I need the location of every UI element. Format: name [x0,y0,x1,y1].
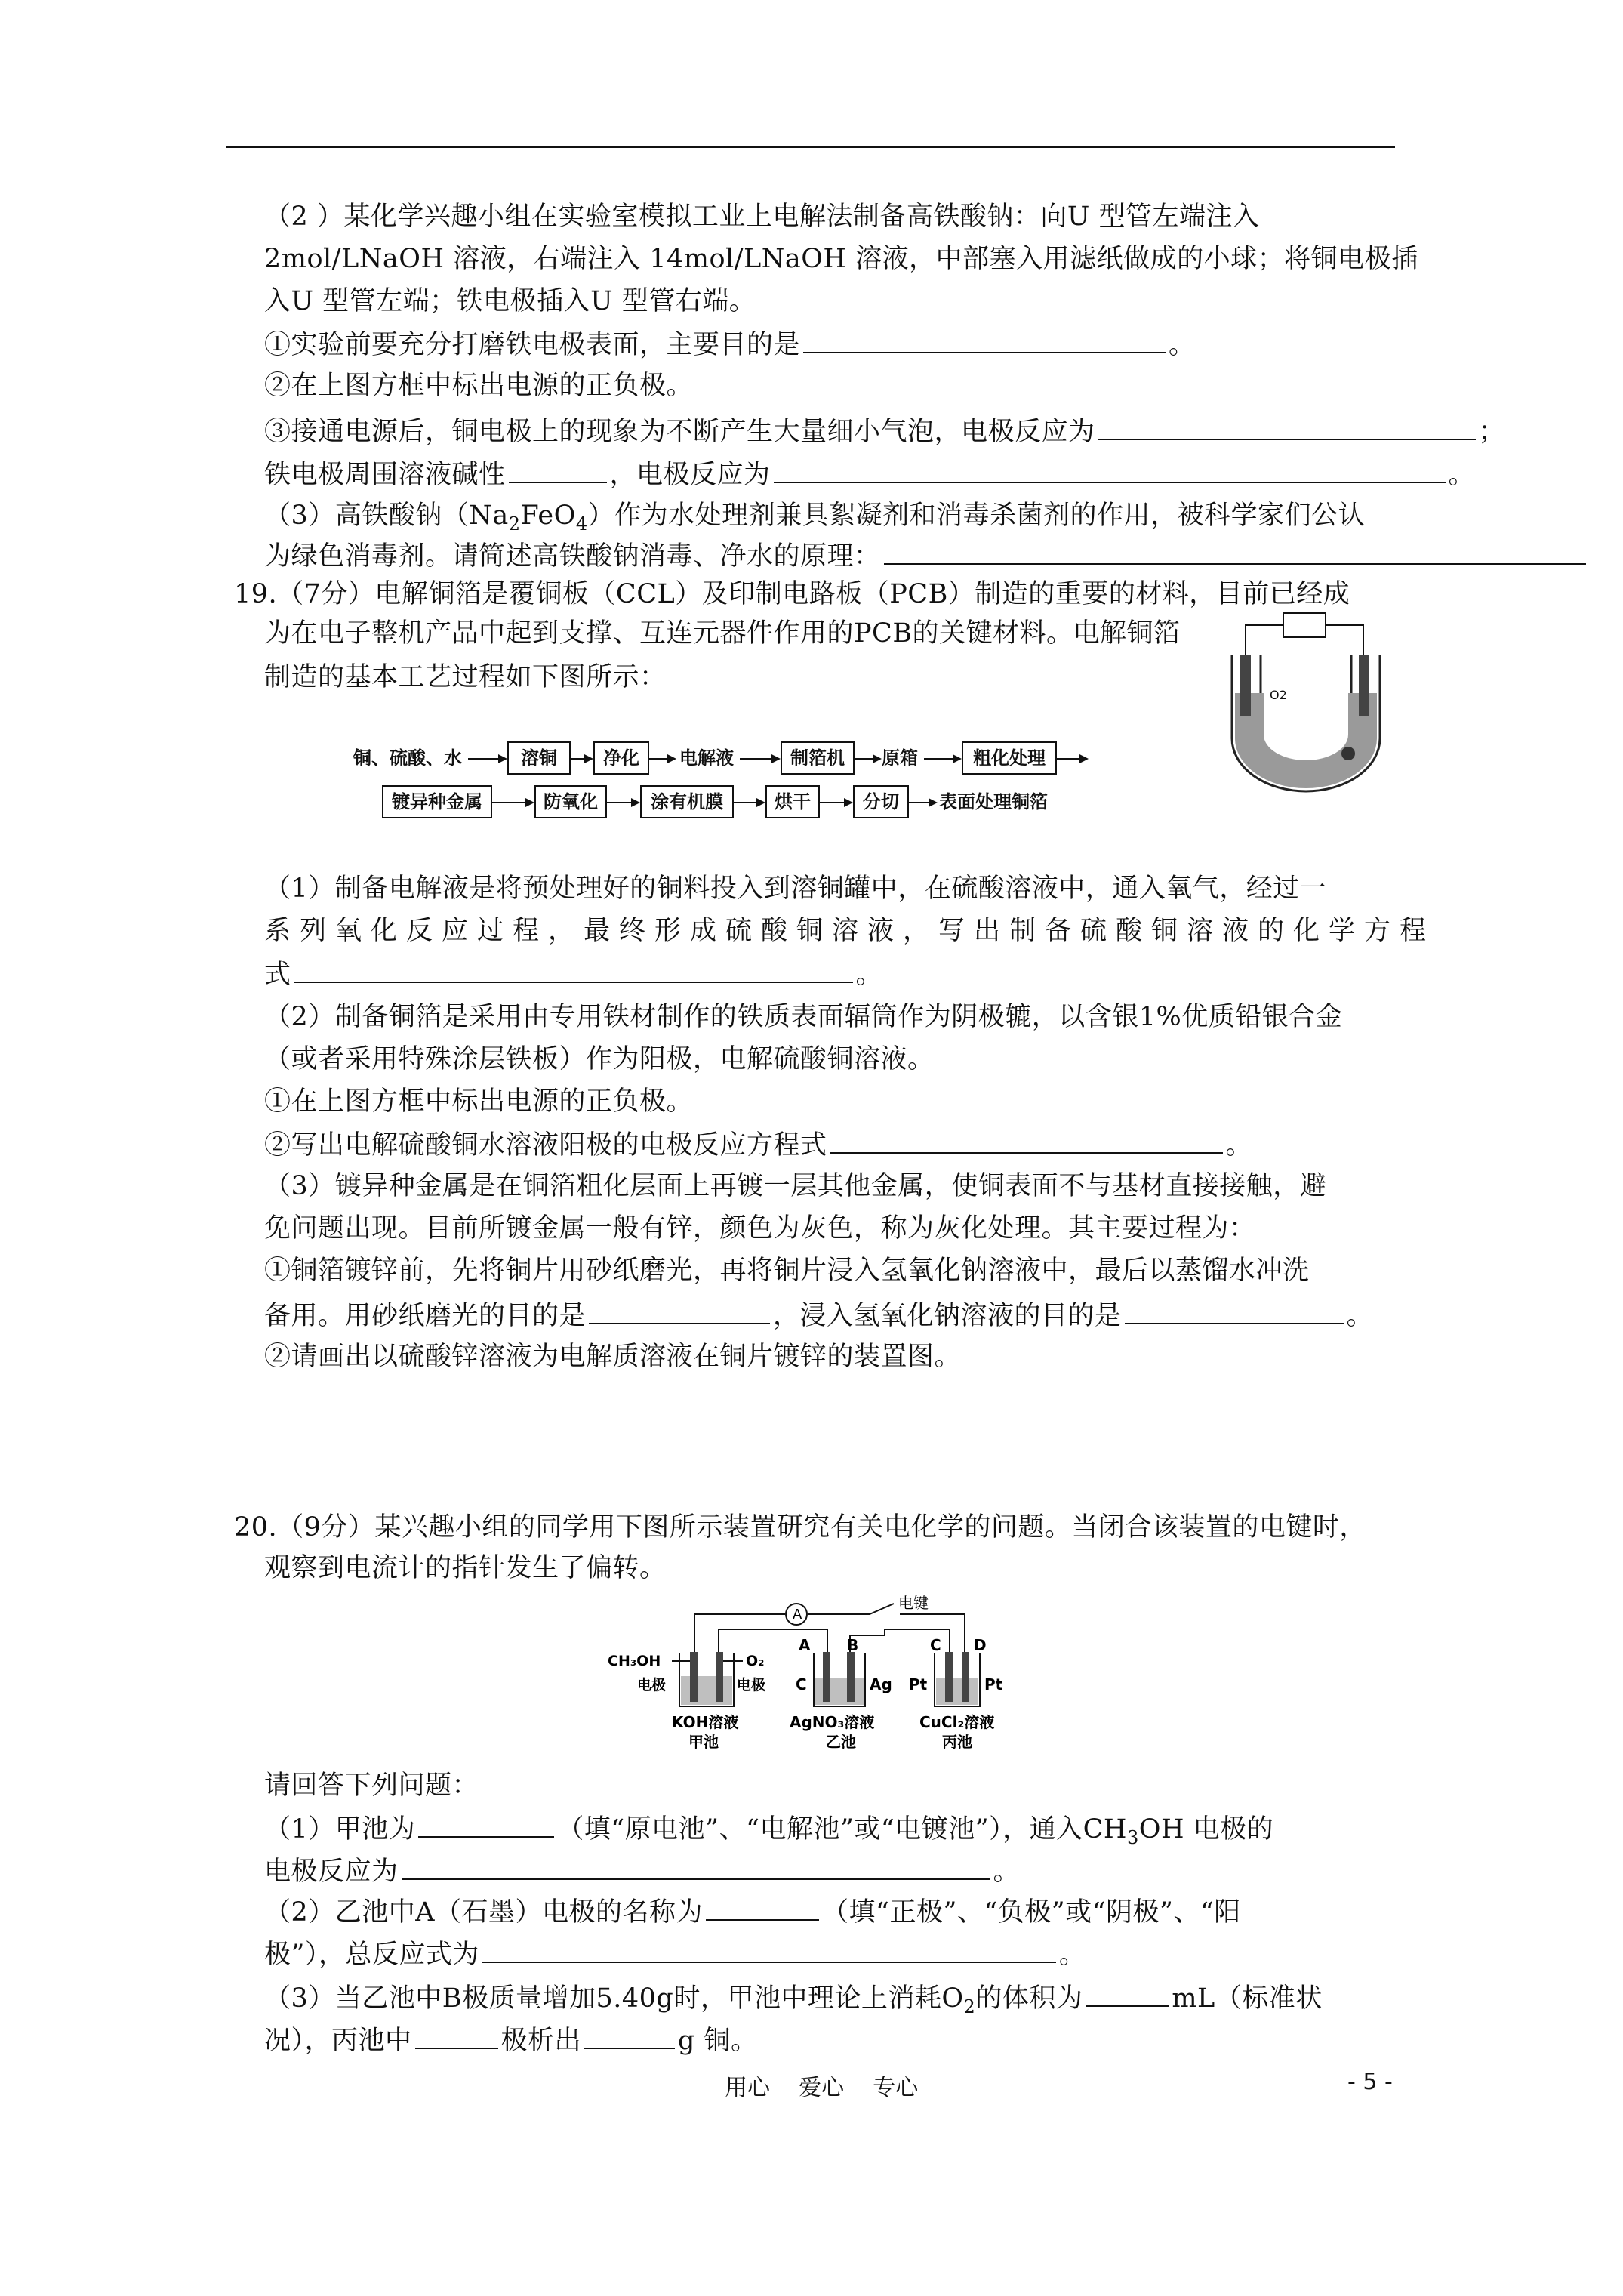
q19-part2-item1: ①在上图方框中标出电源的正负极。 [264,1086,694,1117]
pt-left-label: Pt [909,1675,928,1693]
q20-part2-line2 [264,1934,1086,1974]
q20-part3-line2-text-a: 况），丙池中 [264,2026,412,2056]
q20-part3-line1 [264,1978,1323,2017]
q19-part2-item2-text: ②写出电解硫酸铜水溶液阳极的电极反应方程式 [264,1130,827,1160]
flow-arrow [492,802,533,803]
q20-part3-line2-text-b: 极析出 [500,2026,582,2056]
period: 。 [993,1857,1021,1887]
q20-part1-text-b: （填“原电池”、“电解池”或“电镀池”），通入 [557,1814,1083,1845]
q20-intro: 请回答下列问题： [264,1771,479,1801]
a-label: A [799,1636,811,1654]
flow-box-drying: 烘干 [765,785,820,818]
q20-part3-text-c: mL（标准状 [1172,1983,1323,2014]
q18-part3-text-b: FeO [520,501,576,531]
electrochemistry-apparatus-diagram [604,1593,1027,1759]
q18-part3-line2-text: 为绿色消毒剂。请简述高铁酸钠消毒、净水的原理： [264,541,881,572]
q20-ch3oh-electrode-blank[interactable] [402,1851,990,1880]
q20-part3-line2-text-c: g 铜。 [678,2026,758,2056]
q18-alkalinity-blank[interactable] [509,455,607,483]
q18-part3-text-a: （3）高铁酸钠（Na [264,501,509,531]
q20-part1-line1 [264,1809,1273,1848]
agno3-label: AgNO₃溶液 [790,1713,875,1731]
q18-part3-line2 [264,536,1589,575]
q20-part2-line2-text: 极”），总反应式为 [264,1940,479,1970]
q20-o2-volume-blank[interactable] [1086,1978,1169,2007]
q19-line2: 为在电子整机产品中起到支撑、互连元器件作用的PCB的关键材料。电解铜箔 [264,618,1181,649]
footer-motto: 用心 爱心 专心 [725,2075,919,2101]
q20-part1-text-d: OH 电极的 [1138,1814,1274,1845]
electrode-left-label: 电极 [637,1677,667,1693]
period: 。 [855,960,883,990]
q20-part3-text-a: （3）当乙池中B极质量增加5.40g时，甲池中理论上消耗O [264,1983,964,2014]
cell-yi-label: 乙池 [826,1733,856,1751]
flow-box-roughening: 粗化处理 [962,741,1057,775]
period: 。 [1225,1130,1253,1160]
right-electrode [1359,655,1369,716]
q19-part2-line1: （2）制备铜箔是采用由专用铁材制作的铁质表面辐筒作为阴极辘，以含银1%优质铅银合金 [264,1002,1343,1032]
q20-copper-mass-blank[interactable] [584,2020,675,2049]
u-tube-diagram [1215,610,1397,799]
subscript: 3 [1126,1827,1139,1848]
q19-part3-item1-cont [264,1296,1373,1335]
q20-total-reaction-blank[interactable] [482,1934,1056,1963]
flow-arrow [820,802,852,803]
q20-part3-line2 [264,2020,758,2060]
q18-principle-blank[interactable] [884,536,1586,565]
flow-arrow [607,802,639,803]
q18-item1-text: ①实验前要充分打磨铁电极表面，主要目的是 [264,330,801,360]
q20-line2: 观察到电流计的指针发生了偏转。 [264,1553,667,1583]
flow-end: 表面处理铜箔 [939,791,1048,812]
flow-arrow [924,758,960,760]
flow-box-cutting: 分切 [853,785,909,818]
period: 。 [1058,1940,1086,1970]
switch-label: 电键 [898,1594,929,1612]
q18-item2: ②在上图方框中标出电源的正负极。 [264,371,694,401]
o2-label: O₂ [746,1653,765,1669]
subscript: 2 [963,1996,976,2017]
b-label: B [847,1636,859,1654]
flow-box-antioxidation: 防氧化 [534,785,607,818]
flow-arrow [1057,758,1087,760]
header-rule [226,146,1395,148]
q18-item3-text: ③接通电源后，铜电极上的现象为不断产生大量细小气泡，电极反应为 [264,417,1095,447]
flow-box-foil-machine: 制箔机 [781,741,855,775]
flow-raw-foil: 原箱 [882,747,918,769]
q19-part1-line2-text: 系列氧化反应过程，最终形成硫酸铜溶液，写出制备硫酸铜溶液的化学方程 [264,916,1436,946]
q20-cell-type-blank[interactable] [418,1809,554,1838]
q18-item3-cont [264,455,1475,494]
ag-label: Ag [870,1675,892,1693]
semicolon: ； [1478,417,1506,447]
pt-right-label: Pt [984,1675,1003,1693]
q20-part1-line2-text: 电极反应为 [264,1857,399,1887]
flow-box-purify: 净化 [593,741,649,775]
cucl2-label: CuCl₂溶液 [919,1713,995,1731]
subscript: 4 [575,513,588,535]
q19-part3-line1: （3）镀异种金属是在铜箔粗化层面上再镀一层其他金属，使铜表面不与基材直接接触，避 [264,1171,1327,1201]
c-label: C [796,1675,807,1693]
electrode-right-label: 电极 [737,1677,766,1693]
flow-arrow [571,758,592,760]
cell-jia-label: 甲池 [688,1733,719,1751]
flow-arrow [734,802,764,803]
q20-part2-text-b: （填“正极”、“负极”或“阴极”、“阳 [822,1897,1241,1928]
q19-part2-item2 [264,1125,1252,1164]
q19-part1-line3-text: 式 [264,960,291,990]
left-electrode [1240,655,1251,716]
flow-box-plating: 镀异种金属 [382,785,492,818]
q20-part1-text-a: （1）甲池为 [264,1814,416,1845]
filter-ball [1341,747,1355,760]
period: 。 [1448,460,1476,490]
q20-part1-text-c: CH [1083,1814,1127,1845]
power-box [1283,613,1326,637]
q19-anode-equation-blank[interactable] [830,1125,1223,1154]
q19-line1: 19.（7分）电解铜箔是覆铜板（CCL）及印制电路板（PCB）制造的重要的材料，目前已经成 [234,579,1350,609]
d-label: D [974,1636,987,1654]
q19-equation-blank[interactable] [294,954,853,983]
q20-line1: 20.（9分）某兴趣小组的同学用下图所示装置研究有关电化学的问题。当闭合该装置的电键时， [234,1512,1366,1542]
flow-box-organic-film: 涂有机膜 [640,785,734,818]
q19-part3-item2: ②请画出以硫酸锌溶液为电解质溶液在铜片镀锌的装置图。 [264,1342,962,1372]
q18-item1 [264,325,1196,364]
q19-part2-line2: （或者采用特殊涂层铁板）作为阳极，电解硫酸铜溶液。 [264,1044,935,1074]
switch-blade [870,1604,894,1614]
q19-part1-line2 [264,912,1436,950]
q18-item3-cont-text-b: ，电极反应为 [609,460,771,490]
q18-part3-text-c: ）作为水处理剂兼具絮凝剂和消毒杀菌剂的作用，被科学家们公认 [587,501,1366,531]
flow-arrow [740,758,779,760]
q18-item3-answer-blank[interactable] [1098,411,1476,440]
q19-naoh-purpose-blank[interactable] [1125,1296,1344,1324]
q19-part1-line3 [264,954,882,994]
q18-part2-line3: 入U 型管左端；铁电极插入U 型管右端。 [264,286,756,316]
q19-sanding-purpose-blank[interactable] [589,1296,770,1324]
q18-part2-line1: （2 ）某化学兴趣小组在实验室模拟工业上电解法制备高铁酸钠：向U 型管左端注入 [264,202,1260,232]
flow-electrolyte: 电解液 [679,747,734,769]
koh-label: KOH溶液 [672,1713,739,1731]
q20-part1-line2 [264,1851,1020,1891]
flow-arrow [649,758,675,760]
q20-part2-text-a: （2）乙池中A（石墨）电极的名称为 [264,1897,704,1928]
flow-start: 铜、硫酸、水 [353,747,462,769]
period: 。 [1346,1301,1374,1331]
q19-part3-line2: 免问题出现。目前所镀金属一般有锌，颜色为灰色，称为灰化处理。其主要过程为： [264,1213,1256,1244]
q20-electrode-blank[interactable] [415,2020,498,2049]
c2-label: C [930,1636,941,1654]
q20-part2-line1 [264,1892,1241,1931]
ammeter-label: A [793,1607,802,1623]
o2-label: O2 [1270,688,1287,702]
page-number: - 5 - [1347,2069,1393,2095]
q20-electrode-name-blank[interactable] [706,1892,819,1921]
flow-box-dissolve: 溶铜 [507,741,571,775]
q19-part3-text-b: ，浸入氢氧化钠溶液的目的是 [773,1301,1122,1331]
q19-part1-line1: （1）制备电解液是将预处理好的铜料投入到溶铜罐中，在硫酸溶液中，通入氧气，经过一 [264,874,1327,904]
q19-line3: 制造的基本工艺过程如下图所示： [264,662,667,692]
q18-item3-cont-text-a: 铁电极周围溶液碱性 [264,460,506,490]
flow-arrow [468,758,506,760]
period: 。 [1169,330,1196,360]
q18-item1-answer-blank[interactable] [803,325,1166,353]
q18-item3 [264,411,1505,451]
flow-arrow [909,802,936,803]
q18-fe-electrode-blank[interactable] [774,455,1446,483]
q19-part3-item1: ①铜箔镀锌前，先将铜片用砂纸磨光，再将铜片浸入氢氧化钠溶液中，最后以蒸馏水冲洗 [264,1256,1310,1286]
ch3oh-label: CH₃OH [608,1653,661,1669]
q18-part2-line2: 2mol/LNaOH 溶液，右端注入 14mol/LNaOH 溶液，中部塞入用滤纸做成的小球；将铜电极插 [264,244,1418,274]
q20-part3-text-b: 的体积为 [975,1983,1083,2014]
q19-part3-text-a: 备用。用砂纸磨光的目的是 [264,1301,587,1331]
cell-bing-label: 丙池 [942,1733,972,1751]
flow-arrow [855,758,880,760]
q18-part3-line1 [264,497,1365,535]
subscript: 2 [508,513,521,535]
